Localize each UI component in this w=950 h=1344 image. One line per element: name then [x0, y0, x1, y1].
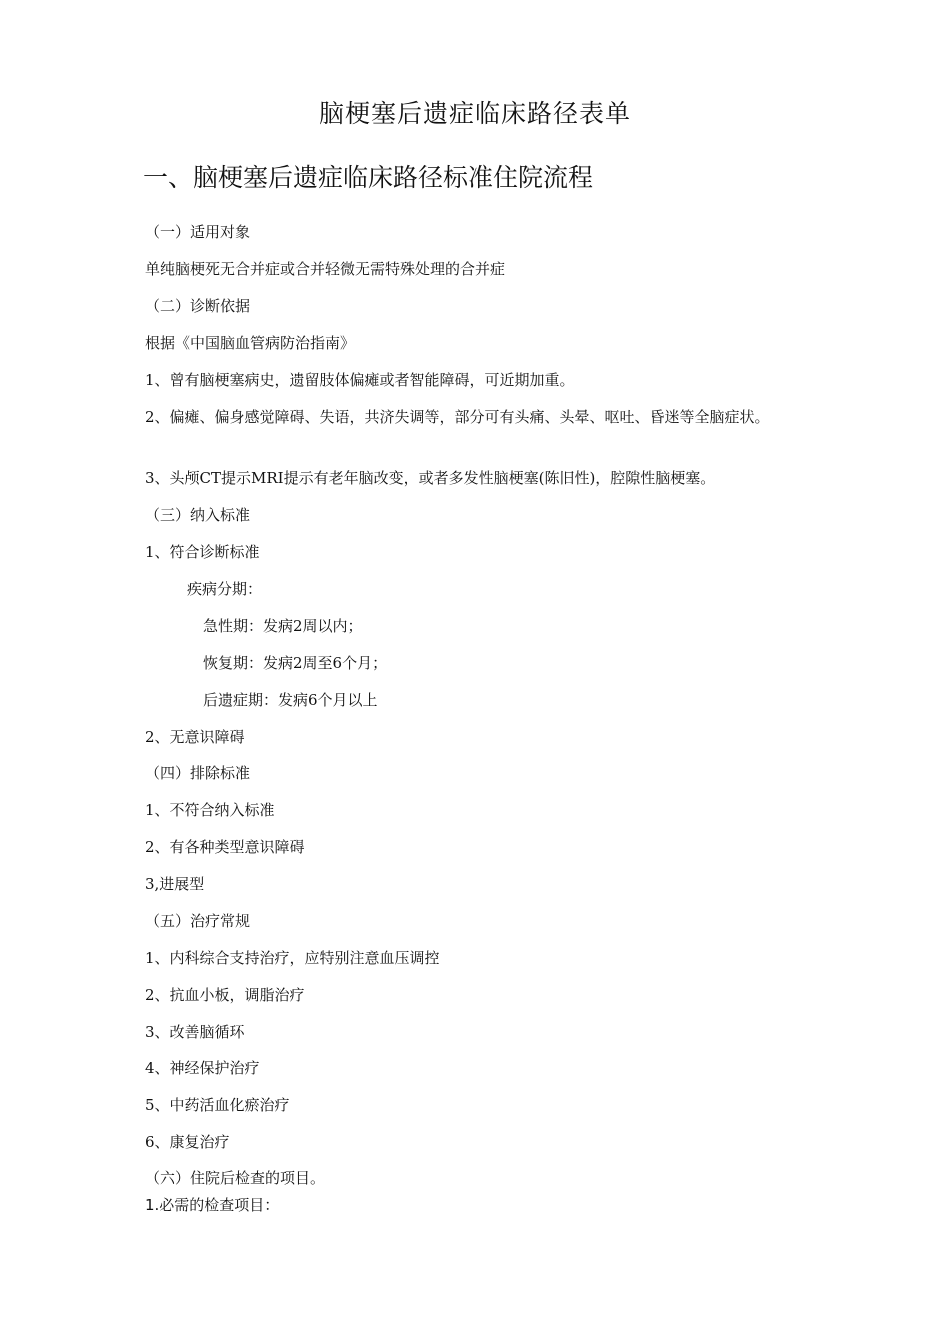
treatment-item-6: 6、康复治疗 [145, 1133, 230, 1151]
subsection-heading-scope: （一）适用对象 [145, 223, 251, 241]
exclusion-item-2: 2、有各种类型意识障碍 [145, 838, 305, 856]
subsection-heading-inclusion: （三）纳入标准 [145, 506, 251, 524]
treatment-item-1: 1、内科综合支持治疗，应特别注意血压调控 [145, 949, 440, 967]
stage-recovery: 恢复期：发病2周至6个月； [203, 654, 388, 672]
diagnosis-item-3: 3、头颅CT提示MRI提示有老年脑改变，或者多发性脑梗塞(陈旧性)，腔隙性脑梗塞。 [145, 469, 716, 487]
stage-sequela: 后遗症期：发病6个月以上 [203, 691, 378, 709]
paragraph-guideline: 根据《中国脑血管病防治指南》 [145, 334, 356, 352]
paragraph-scope: 单纯脑梗死无合并症或合并轻微无需特殊处理的合并症 [145, 260, 506, 278]
diagnosis-item-1: 1、曾有脑梗塞病史，遗留肢体偏瘫或者智能障碍，可近期加重。 [145, 371, 575, 389]
inclusion-item-2: 2、无意识障碍 [145, 728, 245, 746]
exclusion-item-1: 1、不符合纳入标准 [145, 801, 275, 819]
disease-stage-label: 疾病分期： [187, 580, 263, 598]
treatment-item-4: 4、神经保护治疗 [145, 1059, 260, 1077]
subsection-heading-exclusion: （四）排除标准 [145, 764, 251, 782]
document-title: 脑梗塞后遗症临床路径表单 [318, 99, 631, 128]
stage-acute: 急性期：发病2周以内； [203, 617, 363, 635]
subsection-heading-treatment: （五）治疗常规 [145, 912, 251, 930]
section-heading: 一、脑梗塞后遗症临床路径标准住院流程 [143, 163, 594, 192]
subsection-heading-diagnosis: （二）诊断依据 [145, 297, 251, 315]
exclusion-item-3: 3,进展型 [145, 875, 205, 893]
treatment-item-2: 2、抗血小板，调脂治疗 [145, 986, 305, 1004]
required-exams-label: 1.必需的检查项目： [145, 1196, 280, 1214]
treatment-item-3: 3、改善脑循环 [145, 1023, 245, 1041]
treatment-item-5: 5、中药活血化瘀治疗 [145, 1096, 290, 1114]
inclusion-item-1: 1、符合诊断标准 [145, 543, 260, 561]
diagnosis-item-2: 2、偏瘫、偏身感觉障碍、失语，共济失调等，部分可有头痛、头晕、呕吐、昏迷等全脑症状。 [145, 408, 770, 426]
subsection-heading-examinations: （六）住院后检查的项目。 [145, 1169, 326, 1187]
